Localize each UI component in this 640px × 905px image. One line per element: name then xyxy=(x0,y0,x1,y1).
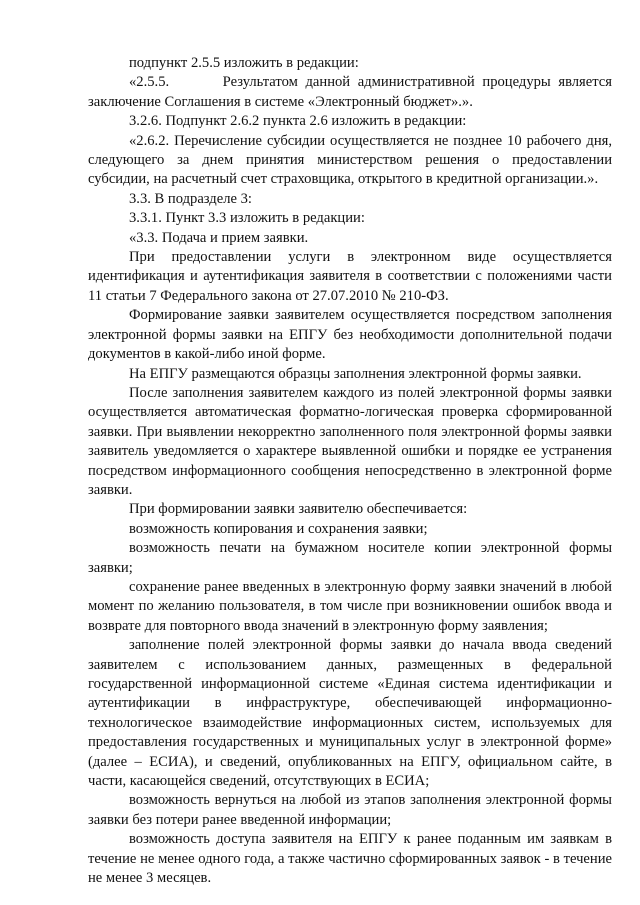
paragraph: «2.6.2. Перечисление субсидии осуществляется не позднее 10 рабочего дня, следующего за днем принятия министерством решения о предоставлении субсидии, на расчетный счет страховщика, открытого в кредитной организации.». xyxy=(88,132,612,188)
paragraph: На ЕПГУ размещаются образцы заполнения электронной формы заявки. xyxy=(129,365,582,382)
document-body xyxy=(88,54,612,888)
paragraph: возможность копирования и сохранения заявки; xyxy=(129,520,428,537)
paragraph: «3.3. Подача и прием заявки. xyxy=(129,229,309,246)
paragraph: 3.2.6. Подпункт 2.6.2 пункта 2.6 изложить в редакции: xyxy=(129,113,467,130)
paragraph: После заполнения заявителем каждого из полей электронной формы заявки осуществляется автоматическая форматно-логическая проверка сформированной заявки. При выявлении некорректно заполненного поля электронной формы заявки заявитель уведомляется о характере выявленной ошибки и порядке ее устранения посредством информационного сообщения непосредственно в электронной форме заявки. xyxy=(88,384,612,498)
paragraph: Формирование заявки заявителем осуществляется посредством заполнения электронной формы заявки на ЕПГУ без необходимости дополнительной подачи документов в какой-либо иной форме. xyxy=(88,307,612,363)
paragraph: При формировании заявки заявителю обеспечивается: xyxy=(129,501,468,518)
paragraph: 3.3.1. Пункт 3.3 изложить в редакции: xyxy=(129,210,365,227)
paragraph: подпункт 2.5.5 изложить в редакции: xyxy=(129,55,359,71)
paragraph: 3.3. В подразделе 3: xyxy=(129,190,252,207)
paragraph: возможность печати на бумажном носителе копии электронной формы заявки; xyxy=(88,540,612,576)
paragraph: При предоставлении услуги в электронном виде осуществляется идентификация и аутентификация заявителя в соответствии с положениями части 11 статьи 7 Федерального закона от 27.07.2010 № 210-ФЗ. xyxy=(88,249,612,304)
paragraph: сохранение ранее введенных в электронную форму заявки значений в любой момент по желанию пользователя, в том числе при возникновении ошибок ввода и возврате для повторного ввода значений в электронную форму заявления; xyxy=(88,578,612,634)
paragraph: возможность вернуться на любой из этапов заполнения электронной формы заявки без потери ранее введенной информации; xyxy=(88,792,612,828)
paragraph: возможность доступа заявителя на ЕПГУ к ранее поданным им заявкам в течение не менее одного года, а также частично сформированных заявок - в течение не менее 3 месяцев. xyxy=(88,831,612,887)
paragraph: заполнение полей электронной формы заявки до начала ввода сведений заявителем с использованием данных, размещенных в федеральной государственной информационной системе «Единая система идентификации и аутентификации в инфраструктуре, обеспечивающей информационно-технологическое взаимодействие информационных систем, используемых для предоставления государственных и муниципальных услуг в электронной форме» (далее – ЕСИА), и сведений, опубликованных на ЕПГУ, официальном сайте, в части, касающейся сведений, отсутствующих в ЕСИА; xyxy=(88,637,612,790)
paragraph: «2.5.5. Результатом данной административной процедуры является заключение Соглашения в системе «Электронный бюджет».». xyxy=(88,74,612,110)
